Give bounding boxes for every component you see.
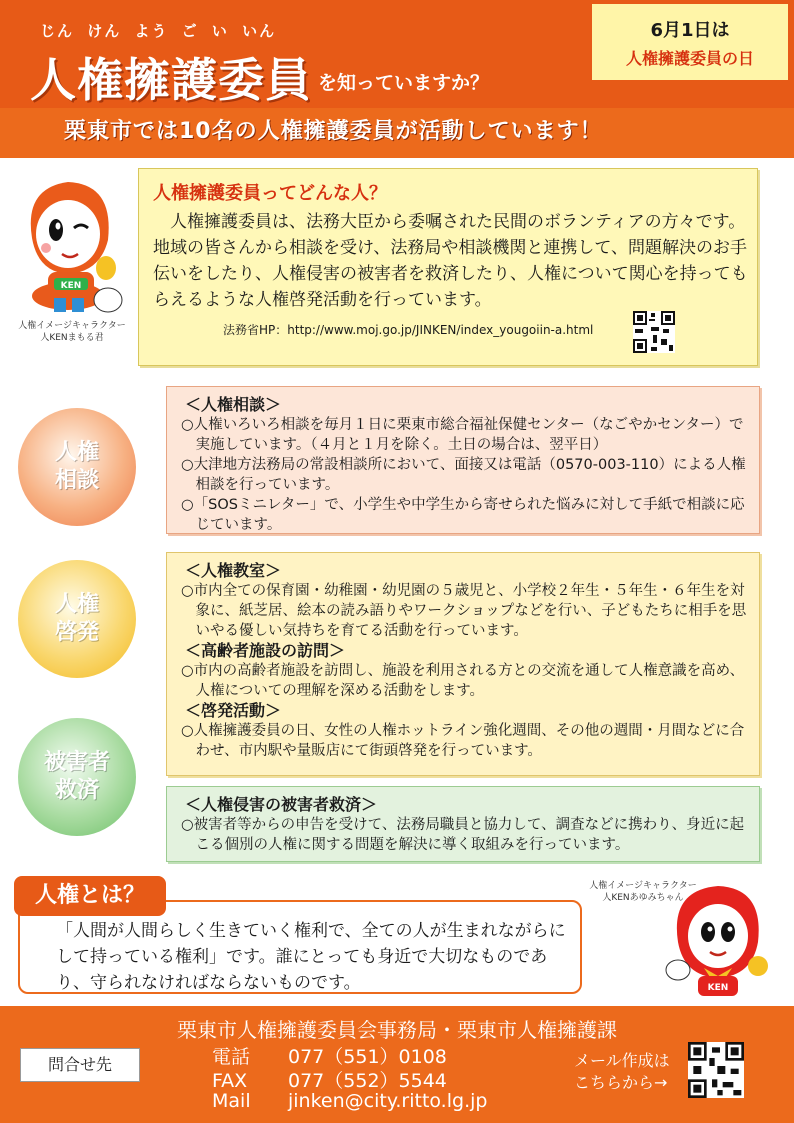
tel-label: 電話	[212, 1046, 251, 1068]
circle-consultation	[18, 408, 136, 526]
rescue-heading: ＜人権侵害の被害者救済＞	[185, 795, 378, 814]
human-rights-text: 「人間が人間らしく生きていく権利で、全ての人が生まれながらにして持っている権利」です。誰にとっても身近で大切なものであり、守られなければならないものです。	[56, 921, 566, 993]
consult-item: ○「SOSミニレター」で、小学生や中学生から寄せられた悩みに対して手紙で相談に応じています。	[181, 497, 745, 533]
enlight-item-campaign: ○人権擁護委員の日、女性の人権ホットライン強化週間、その他の週間・月間などに合わせ、市内駅や量販店にて街頭啓発を行っています。	[181, 723, 745, 759]
mascot-girl-badge: KEN	[707, 983, 729, 993]
circle-consult-line2: 相談	[54, 468, 99, 493]
day-line1: 6月1日は	[650, 20, 730, 41]
mascot-girl-caption-line2: 人KENあゆみちゃん	[602, 893, 684, 903]
rescue-item: ○被害者等からの申告を受けて、法務局職員と協力して、調査などに携わり、身近に起こる個別の人権に関する問題を解決に導く取組みを行っています。	[181, 817, 745, 853]
section-enlightenment	[166, 552, 760, 776]
section-consultation	[166, 386, 760, 534]
footer-organization: 栗東市人権擁護委員会事務局・栗東市人権擁護課	[177, 1018, 617, 1042]
circle-enlight-line1: 人権	[54, 592, 99, 617]
intro-title: 人権擁護委員ってどんな人？	[153, 183, 387, 204]
circle-enlight-line2: 啓発	[54, 620, 99, 645]
mail-note	[574, 1050, 670, 1094]
enlight-item-elderly: ○市内の高齢者施設を訪問し、施設を利用される方との交流を通して人権意識を高め、人権についての理解を深める活動をします。	[181, 663, 745, 699]
mascot-mamoru-illustration	[10, 168, 134, 318]
mail-address[interactable]: jinken@city.ritto.lg.jp	[288, 1090, 488, 1112]
mail-qr-code-icon[interactable]	[688, 1042, 744, 1098]
page-title: 人権擁護委員	[30, 53, 312, 107]
mail-label: Mail	[212, 1090, 251, 1112]
mascot-boy-caption	[8, 320, 136, 344]
enlight-heading-campaign: ＜啓発活動＞	[185, 701, 282, 720]
moj-link[interactable]: 法務省HP：http://www.moj.go.jp/JINKEN/index_yougoiin-a.html	[223, 323, 594, 337]
day-line2: 人権擁護委員の日	[625, 49, 754, 68]
consult-heading: ＜人権相談＞	[185, 395, 282, 414]
title-ruby: じん けん よう ご い いん	[40, 22, 277, 40]
circle-consult-line1: 人権	[54, 440, 99, 465]
enlight-heading-classroom: ＜人権教室＞	[185, 561, 282, 580]
mascot-ayumi-illustration	[664, 880, 774, 1004]
footer-fax-row	[212, 1066, 447, 1093]
commissioner-day-box	[590, 2, 790, 82]
circle-rescue-line1: 被害者	[43, 750, 110, 775]
mascot-girl-caption-line1: 人権イメージキャラクター	[589, 881, 697, 891]
intro-body: 人権擁護委員は、法務大臣から委嘱された民間のボランティアの方々です。地域の皆さんから相談を受け、法務局や相談機関と連携して、問題解決のお手伝いをしたり、人権侵害の被害者を救済したり、人権について関心を持ってもらえるような人権啓発活動を行っています。	[153, 212, 748, 310]
page-subtitle: 栗東市では10名の人権擁護委員が活動しています！	[64, 119, 603, 144]
circle-rescue-line2: 救済	[54, 778, 99, 803]
consult-item: ○人権いろいろ相談を毎月１日に栗東市総合福祉保健センター（なごやかセンター）で実施しています。（４月と１月を除く。土日の場合は、翌平日）	[181, 417, 744, 453]
inquiry-label: 問合せ先	[20, 1048, 140, 1082]
mascot-boy-badge: KEN	[60, 281, 82, 291]
consult-item: ○大津地方法務局の常設相談所において、面接又は電話（0570-003-110）による人権相談を行っています。	[181, 457, 746, 493]
mail-note-line2: こちらから→	[574, 1073, 668, 1092]
footer	[0, 1006, 794, 1123]
footer-mail-row	[212, 1090, 487, 1112]
tel-number[interactable]: 077（551）0108	[288, 1046, 447, 1068]
circle-enlightenment	[18, 560, 136, 678]
enlight-item-classroom: ○市内全ての保育園・幼稚園・幼児園の５歳児と、小学校２年生・５年生・６年生を対象に、紙芝居、絵本の読み語りやワークショップなどを行い、子どもたちに相手を思いやる優しい気持ちを育てる活動を行っています。	[181, 583, 747, 639]
fax-number: 077（552）5544	[288, 1070, 447, 1092]
mascot-boy-caption-line1: 人権イメージキャラクター	[18, 321, 126, 331]
fax-label: FAX	[212, 1070, 248, 1092]
footer-tel-row	[212, 1042, 447, 1069]
enlight-heading-elderly: ＜高齢者施設の訪問＞	[185, 641, 346, 660]
mascot-boy-caption-line2: 人KENまもる君	[40, 333, 104, 343]
human-rights-tag: 人権とは？	[14, 876, 166, 916]
circle-victim-rescue	[18, 718, 136, 836]
page-title-suffix: を知っていますか？	[318, 72, 490, 94]
mail-note-line1: メール作成は	[574, 1051, 670, 1070]
moj-qr-code-icon[interactable]	[633, 311, 675, 353]
section-victim-rescue	[166, 786, 760, 862]
header-banner	[0, 0, 794, 158]
intro-box	[138, 168, 758, 366]
